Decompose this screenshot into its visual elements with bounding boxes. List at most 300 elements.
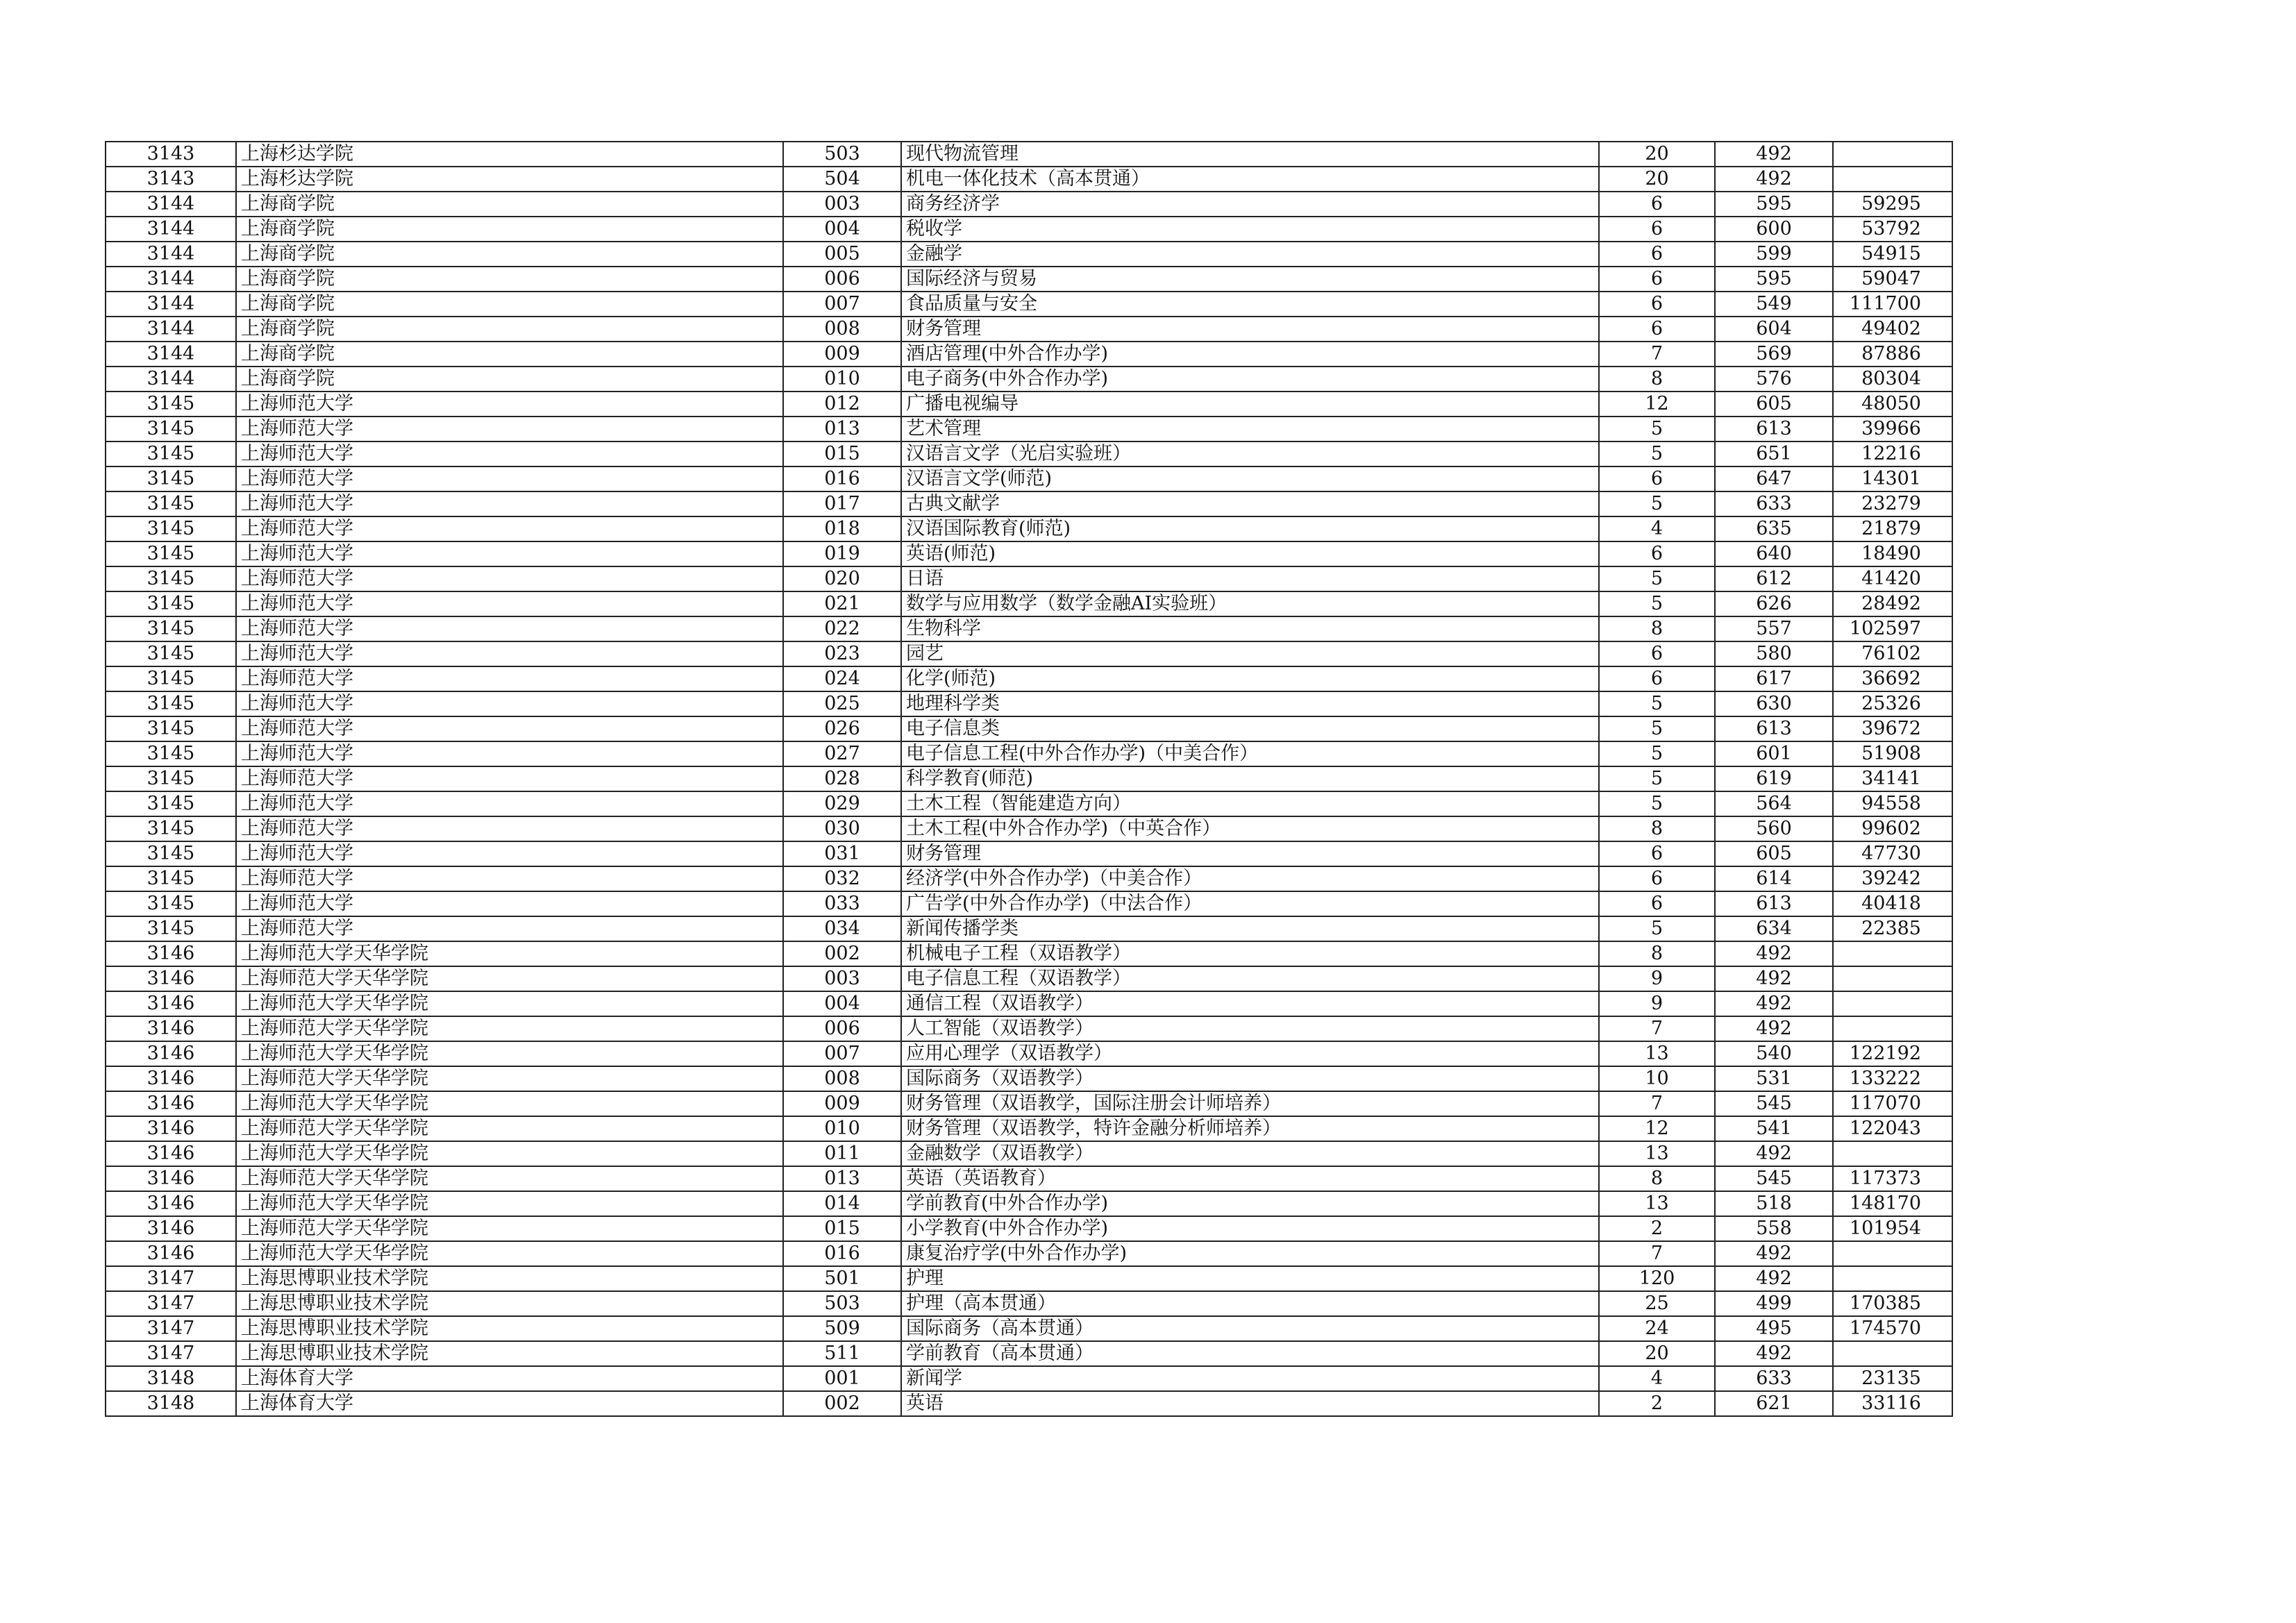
major-name-cell: 日语 [901,566,1599,591]
school-name-cell: 上海师范大学 [236,417,783,442]
school-name-cell: 上海师范大学 [236,691,783,716]
major-code-cell: 504 [783,167,901,192]
major-name-cell: 英语 [901,1391,1599,1416]
min-rank-cell: 59295 [1833,192,1952,217]
major-code-cell: 030 [783,816,901,841]
major-code-cell: 020 [783,566,901,591]
min-score-cell: 492 [1715,1016,1833,1041]
plan-count-cell: 6 [1599,267,1715,292]
major-code-cell: 503 [783,142,901,167]
plan-count-cell: 6 [1599,466,1715,491]
school-name-cell: 上海杉达学院 [236,142,783,167]
min-rank-cell: 170385 [1833,1291,1952,1316]
min-rank-cell: 102597 [1833,616,1952,641]
plan-count-cell: 5 [1599,591,1715,616]
major-name-cell: 新闻传播学类 [901,916,1599,941]
major-name-cell: 电子信息工程(中外合作办学)（中美合作） [901,741,1599,766]
min-score-cell: 492 [1715,1341,1833,1366]
school-name-cell: 上海师范大学 [236,591,783,616]
major-name-cell: 护理 [901,1266,1599,1291]
school-code-cell: 3146 [106,1166,236,1191]
major-code-cell: 028 [783,766,901,791]
major-name-cell: 古典文献学 [901,491,1599,516]
school-code-cell: 3145 [106,392,236,417]
major-code-cell: 002 [783,941,901,966]
min-rank-cell: 21879 [1833,516,1952,541]
major-code-cell: 025 [783,691,901,716]
school-code-cell: 3145 [106,891,236,916]
major-code-cell: 009 [783,342,901,367]
school-code-cell: 3144 [106,267,236,292]
school-name-cell: 上海师范大学天华学院 [236,1216,783,1241]
min-rank-cell: 122192 [1833,1041,1952,1066]
plan-count-cell: 5 [1599,766,1715,791]
table-row [106,242,1952,267]
table-row [106,691,1952,716]
school-name-cell: 上海师范大学 [236,466,783,491]
school-code-cell: 3146 [106,1216,236,1241]
table-row [106,541,1952,566]
min-rank-cell: 54915 [1833,242,1952,267]
school-name-cell: 上海师范大学天华学院 [236,1016,783,1041]
min-rank-cell: 23279 [1833,491,1952,516]
major-name-cell: 酒店管理(中外合作办学) [901,342,1599,367]
major-code-cell: 503 [783,1291,901,1316]
min-rank-cell: 12216 [1833,442,1952,466]
major-name-cell: 汉语言文学（光启实验班） [901,442,1599,466]
school-code-cell: 3145 [106,566,236,591]
school-code-cell: 3146 [106,1116,236,1141]
school-name-cell: 上海师范大学 [236,566,783,591]
plan-count-cell: 5 [1599,491,1715,516]
min-score-cell: 492 [1715,142,1833,167]
major-code-cell: 017 [783,491,901,516]
plan-count-cell: 13 [1599,1141,1715,1166]
plan-count-cell: 6 [1599,192,1715,217]
plan-count-cell: 25 [1599,1291,1715,1316]
school-name-cell: 上海师范大学 [236,541,783,566]
school-code-cell: 3145 [106,691,236,716]
min-rank-cell: 53792 [1833,217,1952,242]
major-code-cell: 024 [783,666,901,691]
major-code-cell: 008 [783,317,901,342]
table-row [106,1191,1952,1216]
min-rank-cell: 49402 [1833,317,1952,342]
major-code-cell: 022 [783,616,901,641]
school-name-cell: 上海商学院 [236,267,783,292]
school-code-cell: 3145 [106,541,236,566]
school-name-cell: 上海思博职业技术学院 [236,1316,783,1341]
school-name-cell: 上海商学院 [236,367,783,392]
min-score-cell: 605 [1715,841,1833,866]
major-code-cell: 019 [783,541,901,566]
school-name-cell: 上海师范大学天华学院 [236,941,783,966]
min-score-cell: 540 [1715,1041,1833,1066]
major-name-cell: 财务管理 [901,841,1599,866]
school-name-cell: 上海思博职业技术学院 [236,1266,783,1291]
school-code-cell: 3146 [106,991,236,1016]
school-code-cell: 3145 [106,916,236,941]
plan-count-cell: 5 [1599,741,1715,766]
min-rank-cell: 80304 [1833,367,1952,392]
major-code-cell: 015 [783,1216,901,1241]
min-rank-cell [1833,1241,1952,1266]
min-score-cell: 604 [1715,317,1833,342]
table-body [106,142,1952,1416]
major-name-cell: 现代物流管理 [901,142,1599,167]
min-rank-cell: 122043 [1833,1116,1952,1141]
major-code-cell: 012 [783,392,901,417]
plan-count-cell: 12 [1599,392,1715,417]
plan-count-cell: 6 [1599,317,1715,342]
min-score-cell: 492 [1715,1241,1833,1266]
min-rank-cell: 117373 [1833,1166,1952,1191]
table-row [106,1166,1952,1191]
major-name-cell: 财务管理（双语教学，特许金融分析师培养） [901,1116,1599,1141]
table-row [106,1116,1952,1141]
min-rank-cell: 23135 [1833,1366,1952,1391]
school-name-cell: 上海师范大学 [236,616,783,641]
min-score-cell: 633 [1715,491,1833,516]
plan-count-cell: 6 [1599,217,1715,242]
min-score-cell: 576 [1715,367,1833,392]
school-name-cell: 上海思博职业技术学院 [236,1341,783,1366]
major-code-cell: 004 [783,217,901,242]
min-rank-cell: 133222 [1833,1066,1952,1091]
min-score-cell: 495 [1715,1316,1833,1341]
plan-count-cell: 5 [1599,691,1715,716]
school-name-cell: 上海师范大学 [236,891,783,916]
table-row [106,1066,1952,1091]
table-row [106,466,1952,491]
school-code-cell: 3144 [106,242,236,267]
min-score-cell: 601 [1715,741,1833,766]
min-score-cell: 640 [1715,541,1833,566]
plan-count-cell: 8 [1599,367,1715,392]
plan-count-cell: 13 [1599,1041,1715,1066]
school-name-cell: 上海师范大学天华学院 [236,1141,783,1166]
plan-count-cell: 6 [1599,841,1715,866]
min-score-cell: 558 [1715,1216,1833,1241]
min-score-cell: 492 [1715,966,1833,991]
plan-count-cell: 8 [1599,616,1715,641]
table-row [106,1366,1952,1391]
plan-count-cell: 10 [1599,1066,1715,1091]
school-code-cell: 3146 [106,1066,236,1091]
major-code-cell: 010 [783,1116,901,1141]
table-row [106,1016,1952,1041]
major-name-cell: 金融学 [901,242,1599,267]
major-code-cell: 006 [783,1016,901,1041]
major-code-cell: 015 [783,442,901,466]
school-name-cell: 上海体育大学 [236,1391,783,1416]
school-code-cell: 3145 [106,417,236,442]
major-name-cell: 应用心理学（双语教学） [901,1041,1599,1066]
major-code-cell: 010 [783,367,901,392]
plan-count-cell: 6 [1599,866,1715,891]
min-score-cell: 613 [1715,417,1833,442]
min-score-cell: 612 [1715,566,1833,591]
min-rank-cell: 51908 [1833,741,1952,766]
major-code-cell: 033 [783,891,901,916]
school-name-cell: 上海师范大学 [236,491,783,516]
school-code-cell: 3146 [106,966,236,991]
plan-count-cell: 5 [1599,442,1715,466]
school-code-cell: 3144 [106,292,236,317]
table-row [106,217,1952,242]
min-rank-cell: 174570 [1833,1316,1952,1341]
plan-count-cell: 20 [1599,142,1715,167]
min-rank-cell [1833,167,1952,192]
min-rank-cell: 111700 [1833,292,1952,317]
min-score-cell: 617 [1715,666,1833,691]
table-row [106,342,1952,367]
school-code-cell: 3145 [106,741,236,766]
major-name-cell: 土木工程（智能建造方向） [901,791,1599,816]
table-row [106,1216,1952,1241]
school-name-cell: 上海师范大学 [236,791,783,816]
major-code-cell: 031 [783,841,901,866]
table-row [106,1291,1952,1316]
major-code-cell: 001 [783,1366,901,1391]
plan-count-cell: 6 [1599,641,1715,666]
school-name-cell: 上海体育大学 [236,1366,783,1391]
school-code-cell: 3145 [106,442,236,466]
major-code-cell: 018 [783,516,901,541]
major-name-cell: 学前教育(中外合作办学) [901,1191,1599,1216]
school-name-cell: 上海商学院 [236,242,783,267]
school-code-cell: 3146 [106,1191,236,1216]
min-rank-cell: 47730 [1833,841,1952,866]
plan-count-cell: 24 [1599,1316,1715,1341]
min-score-cell: 630 [1715,691,1833,716]
min-score-cell: 621 [1715,1391,1833,1416]
table-row [106,841,1952,866]
min-rank-cell: 76102 [1833,641,1952,666]
plan-count-cell: 4 [1599,516,1715,541]
plan-count-cell: 5 [1599,566,1715,591]
table-row [106,591,1952,616]
major-name-cell: 康复治疗学(中外合作办学) [901,1241,1599,1266]
min-score-cell: 518 [1715,1191,1833,1216]
table-row [106,941,1952,966]
min-score-cell: 549 [1715,292,1833,317]
school-code-cell: 3146 [106,1041,236,1066]
major-name-cell: 护理（高本贯通） [901,1291,1599,1316]
major-code-cell: 509 [783,1316,901,1341]
major-name-cell: 商务经济学 [901,192,1599,217]
min-rank-cell: 39242 [1833,866,1952,891]
admission-table [105,141,1953,1417]
major-code-cell: 011 [783,1141,901,1166]
table-row [106,891,1952,916]
table-row [106,1266,1952,1291]
min-rank-cell: 99602 [1833,816,1952,841]
table-row [106,791,1952,816]
plan-count-cell: 12 [1599,1116,1715,1141]
school-name-cell: 上海师范大学天华学院 [236,1166,783,1191]
major-name-cell: 土木工程(中外合作办学)（中英合作） [901,816,1599,841]
plan-count-cell: 8 [1599,941,1715,966]
school-name-cell: 上海商学院 [236,317,783,342]
plan-count-cell: 5 [1599,916,1715,941]
school-code-cell: 3144 [106,367,236,392]
major-code-cell: 014 [783,1191,901,1216]
table-row [106,267,1952,292]
major-code-cell: 008 [783,1066,901,1091]
plan-count-cell: 20 [1599,1341,1715,1366]
school-code-cell: 3145 [106,591,236,616]
major-name-cell: 广告学(中外合作办学)（中法合作） [901,891,1599,916]
min-rank-cell: 33116 [1833,1391,1952,1416]
school-code-cell: 3144 [106,342,236,367]
school-code-cell: 3146 [106,1141,236,1166]
major-name-cell: 财务管理（双语教学，国际注册会计师培养） [901,1091,1599,1116]
plan-count-cell: 7 [1599,1241,1715,1266]
major-code-cell: 511 [783,1341,901,1366]
major-code-cell: 013 [783,1166,901,1191]
major-code-cell: 034 [783,916,901,941]
school-name-cell: 上海师范大学 [236,766,783,791]
table-row [106,491,1952,516]
school-name-cell: 上海师范大学 [236,741,783,766]
school-name-cell: 上海师范大学天华学院 [236,1091,783,1116]
min-rank-cell [1833,1016,1952,1041]
min-rank-cell: 41420 [1833,566,1952,591]
min-score-cell: 633 [1715,1366,1833,1391]
min-score-cell: 595 [1715,267,1833,292]
table-row [106,442,1952,466]
min-rank-cell: 18490 [1833,541,1952,566]
table-row [106,966,1952,991]
plan-count-cell: 7 [1599,1016,1715,1041]
table-row [106,1041,1952,1066]
major-code-cell: 016 [783,1241,901,1266]
table-row [106,167,1952,192]
min-score-cell: 499 [1715,1291,1833,1316]
table-row [106,142,1952,167]
table-row [106,292,1952,317]
major-name-cell: 人工智能（双语教学） [901,1016,1599,1041]
min-rank-cell: 101954 [1833,1216,1952,1241]
table-row [106,741,1952,766]
min-score-cell: 614 [1715,866,1833,891]
plan-count-cell: 6 [1599,666,1715,691]
min-score-cell: 626 [1715,591,1833,616]
min-score-cell: 595 [1715,192,1833,217]
school-code-cell: 3143 [106,167,236,192]
major-name-cell: 机电一体化技术（高本贯通） [901,167,1599,192]
major-name-cell: 财务管理 [901,317,1599,342]
major-name-cell: 英语(师范) [901,541,1599,566]
major-name-cell: 广播电视编导 [901,392,1599,417]
major-code-cell: 003 [783,192,901,217]
school-code-cell: 3147 [106,1291,236,1316]
min-rank-cell: 87886 [1833,342,1952,367]
plan-count-cell: 6 [1599,541,1715,566]
school-name-cell: 上海师范大学 [236,841,783,866]
school-code-cell: 3147 [106,1316,236,1341]
major-name-cell: 艺术管理 [901,417,1599,442]
min-rank-cell: 59047 [1833,267,1952,292]
school-code-cell: 3144 [106,317,236,342]
school-code-cell: 3145 [106,841,236,866]
min-score-cell: 634 [1715,916,1833,941]
plan-count-cell: 9 [1599,966,1715,991]
min-rank-cell: 39672 [1833,716,1952,741]
min-rank-cell: 14301 [1833,466,1952,491]
table-row [106,566,1952,591]
school-code-cell: 3145 [106,716,236,741]
min-score-cell: 492 [1715,941,1833,966]
major-name-cell: 税收学 [901,217,1599,242]
plan-count-cell: 9 [1599,991,1715,1016]
min-score-cell: 492 [1715,1266,1833,1291]
school-code-cell: 3145 [106,466,236,491]
min-score-cell: 541 [1715,1116,1833,1141]
min-rank-cell: 22385 [1833,916,1952,941]
min-score-cell: 613 [1715,891,1833,916]
school-name-cell: 上海师范大学 [236,666,783,691]
plan-count-cell: 5 [1599,716,1715,741]
school-code-cell: 3145 [106,616,236,641]
school-name-cell: 上海师范大学天华学院 [236,966,783,991]
min-score-cell: 557 [1715,616,1833,641]
school-name-cell: 上海商学院 [236,292,783,317]
min-rank-cell [1833,1141,1952,1166]
table-row [106,616,1952,641]
major-name-cell: 学前教育（高本贯通） [901,1341,1599,1366]
plan-count-cell: 13 [1599,1191,1715,1216]
major-name-cell: 科学教育(师范) [901,766,1599,791]
school-name-cell: 上海商学院 [236,217,783,242]
plan-count-cell: 8 [1599,816,1715,841]
school-code-cell: 3145 [106,816,236,841]
min-score-cell: 600 [1715,217,1833,242]
table-row [106,766,1952,791]
school-name-cell: 上海杉达学院 [236,167,783,192]
plan-count-cell: 2 [1599,1216,1715,1241]
table-row [106,1141,1952,1166]
major-name-cell: 电子信息工程（双语教学） [901,966,1599,991]
table-row [106,392,1952,417]
school-name-cell: 上海商学院 [236,342,783,367]
table-row [106,417,1952,442]
school-name-cell: 上海师范大学 [236,392,783,417]
school-code-cell: 3145 [106,766,236,791]
major-code-cell: 004 [783,991,901,1016]
major-name-cell: 国际商务（高本贯通） [901,1316,1599,1341]
table-row [106,1391,1952,1416]
min-score-cell: 531 [1715,1066,1833,1091]
major-code-cell: 003 [783,966,901,991]
major-code-cell: 009 [783,1091,901,1116]
min-rank-cell: 36692 [1833,666,1952,691]
min-score-cell: 619 [1715,766,1833,791]
school-code-cell: 3145 [106,516,236,541]
min-score-cell: 545 [1715,1166,1833,1191]
school-code-cell: 3145 [106,641,236,666]
major-name-cell: 数学与应用数学（数学金融AI实验班） [901,591,1599,616]
major-code-cell: 501 [783,1266,901,1291]
major-code-cell: 021 [783,591,901,616]
min-score-cell: 635 [1715,516,1833,541]
min-rank-cell: 34141 [1833,766,1952,791]
major-name-cell: 国际商务（双语教学） [901,1066,1599,1091]
major-name-cell: 国际经济与贸易 [901,267,1599,292]
table-row [106,916,1952,941]
min-rank-cell: 25326 [1833,691,1952,716]
